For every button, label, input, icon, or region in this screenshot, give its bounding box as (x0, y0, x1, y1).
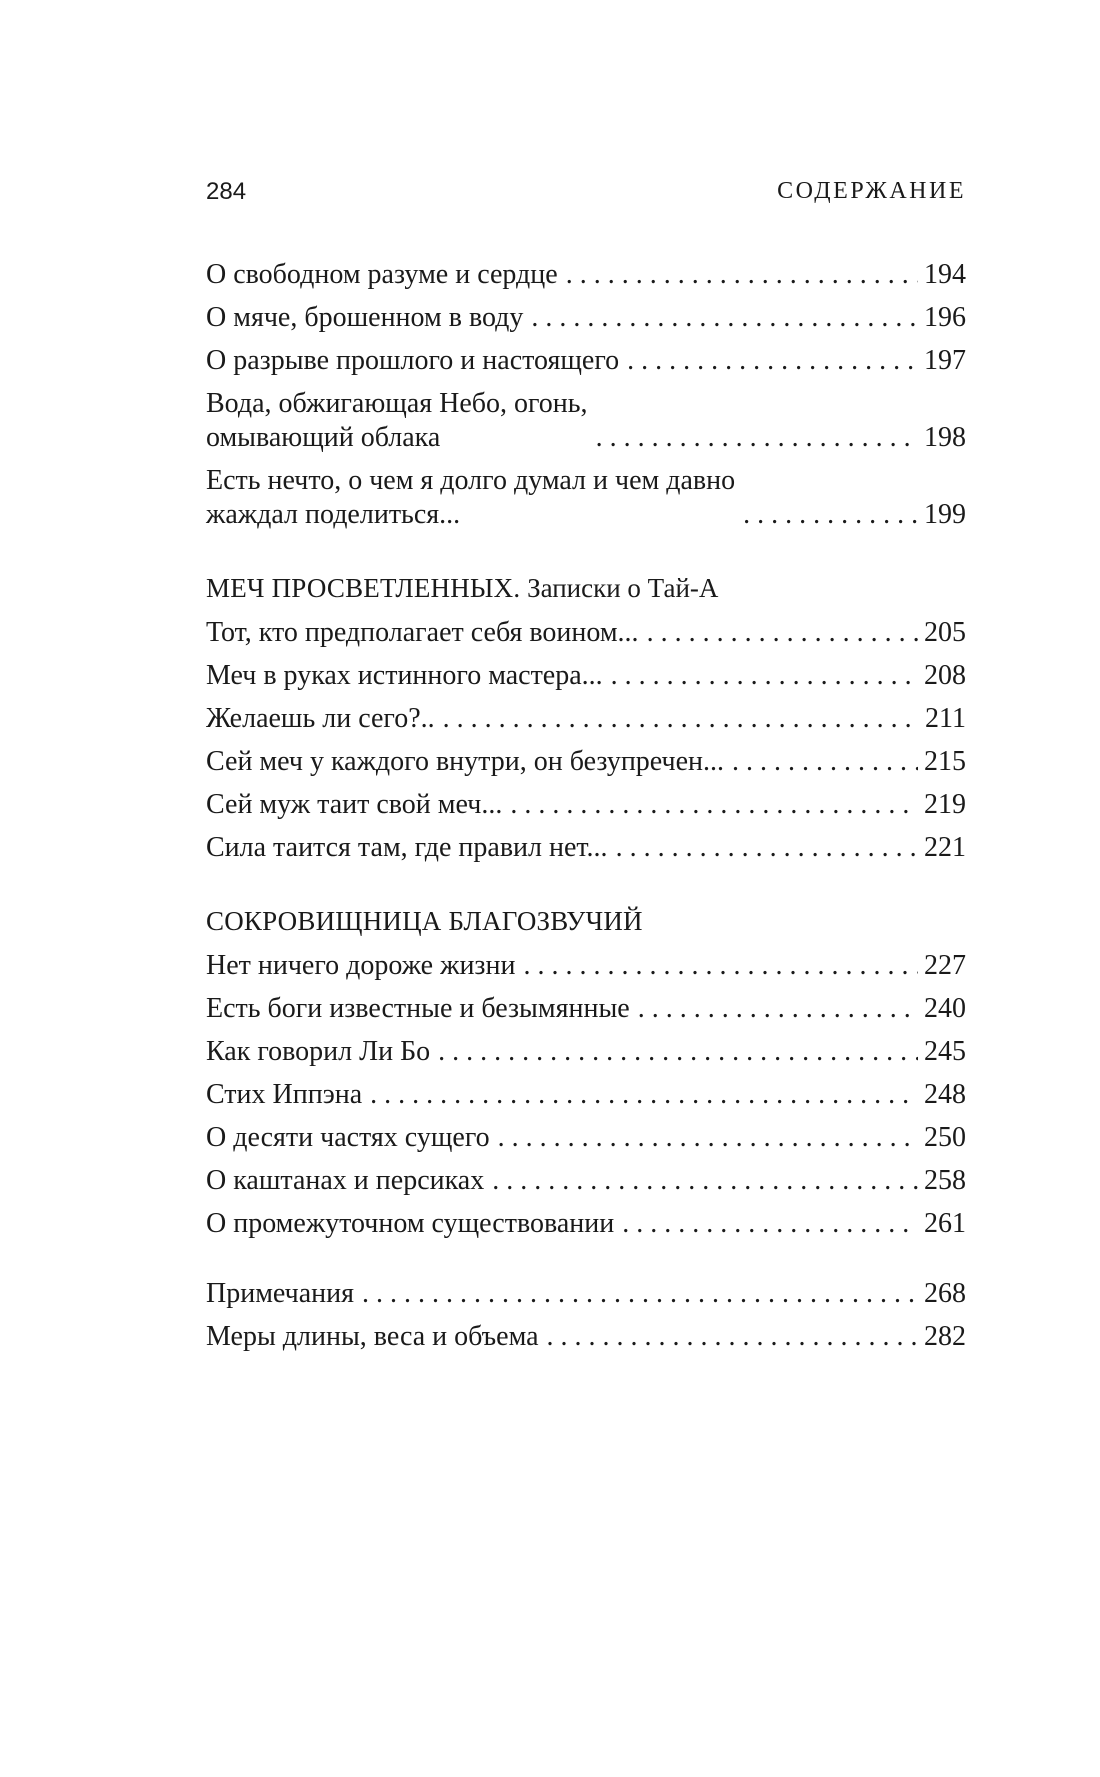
running-title: СОДЕРЖАНИЕ (777, 178, 966, 204)
toc-entry-title: О мяче, брошенном в воду (206, 302, 524, 333)
section-heading (206, 901, 966, 941)
toc-entry (206, 464, 966, 532)
toc-entry (206, 992, 966, 1026)
toc-section-treasury (206, 901, 966, 1241)
toc-entry-title: Стих Иппэна (206, 1079, 363, 1110)
table-of-contents (206, 258, 966, 1390)
toc-entry (206, 1277, 966, 1311)
section-heading-subtitle: Записки о Тай-А (520, 573, 719, 603)
dot-leader (638, 992, 918, 1026)
dot-leader (566, 258, 918, 292)
dot-leader (732, 745, 918, 779)
dot-leader (438, 1035, 918, 1069)
section-heading (206, 568, 966, 608)
toc-section-sword (206, 568, 966, 865)
toc-entry-title: Примечания (206, 1278, 355, 1309)
toc-section-back-matter (206, 1277, 966, 1354)
toc-entry-page: 205 (924, 617, 966, 648)
dot-leader (547, 1320, 918, 1354)
toc-entry-page: 219 (924, 789, 966, 820)
dot-leader (492, 1164, 918, 1198)
toc-entry (206, 387, 966, 455)
toc-entry-title: Как говорил Ли Бо (206, 1036, 431, 1067)
toc-entry-page: 197 (924, 345, 966, 376)
toc-entry-page: 211 (925, 703, 966, 734)
page-number: 284 (206, 178, 247, 205)
toc-entry-title: Сила таится там, где правил нет... (206, 832, 608, 863)
toc-entry (206, 344, 966, 378)
toc-entry-page: 282 (924, 1321, 966, 1352)
toc-entry-title: О свободном разуме и сердце (206, 259, 558, 290)
toc-entry (206, 1035, 966, 1069)
toc-entry-title: О разрыве прошлого и настоящего (206, 345, 620, 376)
toc-entry (206, 1121, 966, 1155)
section-heading-title: МЕЧ ПРОСВЕТЛЕННЫХ. (206, 573, 521, 603)
toc-entry (206, 258, 966, 292)
dot-leader (510, 788, 918, 822)
toc-entry (206, 1078, 966, 1112)
dot-leader (647, 616, 918, 650)
toc-entry-title: О каштанах и персиках (206, 1165, 485, 1196)
toc-entry-page: 215 (924, 746, 966, 777)
dot-leader (531, 301, 918, 335)
toc-entry-page: 258 (924, 1165, 966, 1196)
toc-entry (206, 788, 966, 822)
toc-section-continued (206, 258, 966, 532)
dot-leader (498, 1121, 918, 1155)
toc-entry-page: 208 (924, 660, 966, 691)
dot-leader (611, 659, 918, 693)
toc-entry-page: 194 (924, 259, 966, 290)
dot-leader (743, 498, 918, 532)
section-heading-title: СОКРОВИЩНИЦА БЛАГОЗВУЧИЙ (206, 906, 643, 936)
toc-entry (206, 616, 966, 650)
toc-entry-title: Есть нечто, о чем я долго думал и чем давно жаждал поделиться... (206, 465, 736, 530)
toc-entry-page: 268 (924, 1278, 966, 1309)
toc-entry-page: 240 (924, 993, 966, 1024)
dot-leader (523, 949, 918, 983)
toc-entry-title: Желаешь ли сего?.. (206, 703, 435, 734)
toc-entry-page: 198 (924, 422, 966, 453)
toc-entry (206, 702, 966, 736)
toc-entry-title: Сей меч у каждого внутри, он безупречен... (206, 746, 725, 777)
toc-entry-title: О десяти частях сущего (206, 1122, 490, 1153)
toc-entry-title: О промежуточном существовании (206, 1208, 615, 1239)
toc-entry (206, 1164, 966, 1198)
toc-entry (206, 301, 966, 335)
toc-entry-title: Сей муж таит свой меч... (206, 789, 503, 820)
dot-leader (596, 421, 918, 455)
toc-entry (206, 831, 966, 865)
toc-entry-title: Меч в руках истинного мастера... (206, 660, 603, 691)
dot-leader (362, 1277, 918, 1311)
toc-entry-page: 221 (924, 832, 966, 863)
running-head (206, 178, 966, 214)
dot-leader (370, 1078, 918, 1112)
toc-entry-page: 227 (924, 950, 966, 981)
toc-entry-page: 261 (924, 1208, 966, 1239)
toc-entry-title: Нет ничего дороже жизни (206, 950, 516, 981)
dot-leader (443, 702, 919, 736)
dot-leader (622, 1207, 918, 1241)
toc-entry-page: 196 (924, 302, 966, 333)
toc-entry-page: 199 (924, 499, 966, 530)
toc-entry-page: 250 (924, 1122, 966, 1153)
toc-entry (206, 1320, 966, 1354)
toc-entry (206, 1207, 966, 1241)
toc-entry (206, 659, 966, 693)
toc-entry-page: 245 (924, 1036, 966, 1067)
toc-entry-title: Вода, обжигающая Небо, огонь, омывающий облака (206, 388, 588, 453)
toc-entry-page: 248 (924, 1079, 966, 1110)
dot-leader (627, 344, 918, 378)
toc-entry-title: Тот, кто предполагает себя воином... (206, 617, 639, 648)
toc-entry (206, 745, 966, 779)
toc-entry-title: Есть боги известные и безымянные (206, 993, 630, 1024)
dot-leader (616, 831, 918, 865)
toc-entry-title: Меры длины, веса и объема (206, 1321, 539, 1352)
toc-entry (206, 949, 966, 983)
